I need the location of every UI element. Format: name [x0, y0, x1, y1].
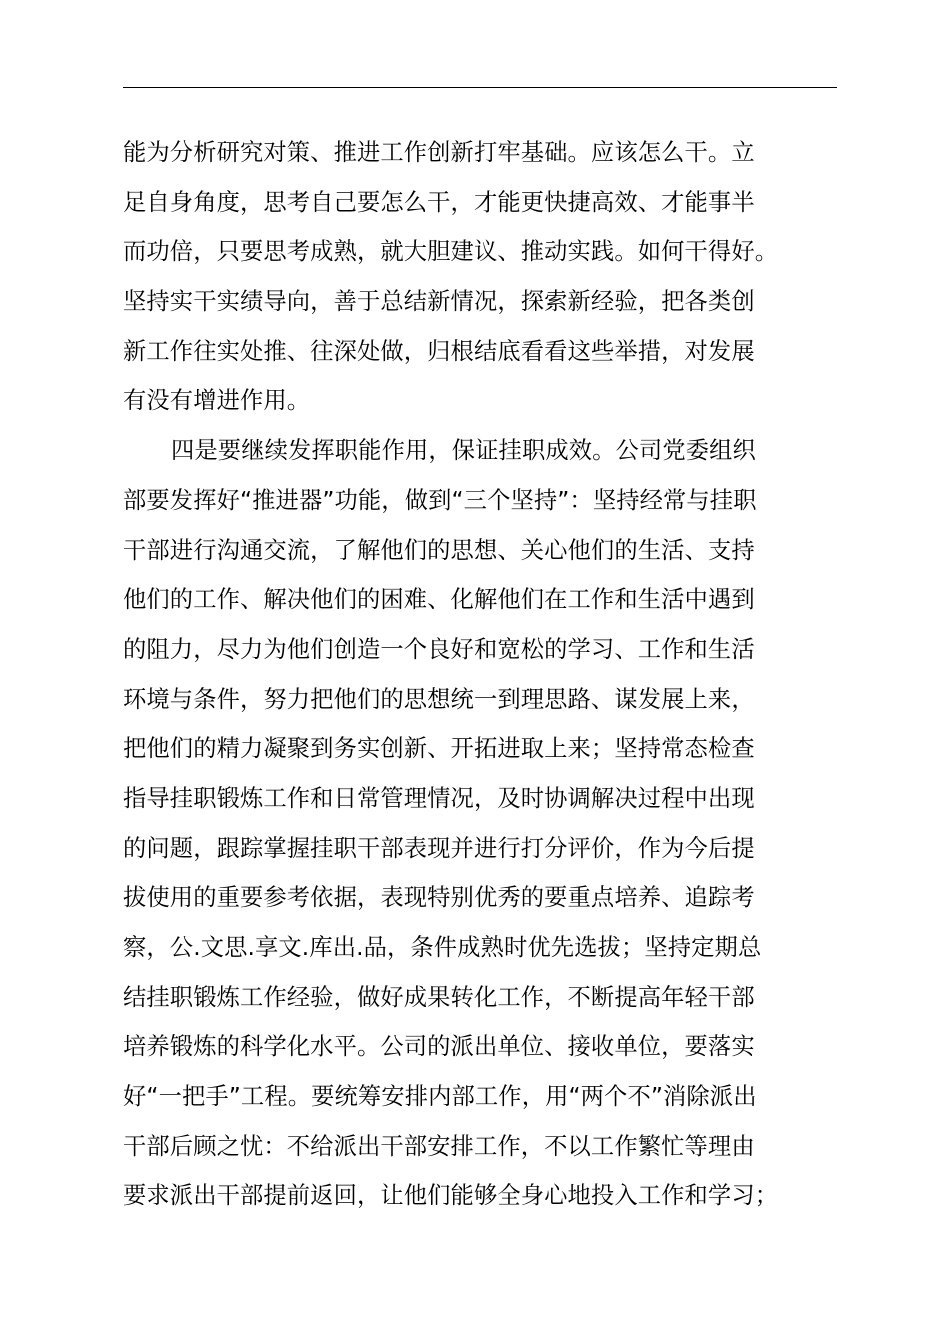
paragraph-1 — [123, 128, 863, 426]
text-line: 能为分析研究对策、推进工作创新打牢基础。应该怎么干。立 — [123, 139, 755, 166]
text-line: 结挂职锻炼工作经验，做好成果转化工作，不断提高年轻干部 — [123, 983, 755, 1011]
text-line: 的问题，跟踪掌握挂职干部表现并进行打分评价，作为今后提 — [123, 834, 755, 862]
text-line: 拔使用的重要参考依据，表现特别优秀的要重点培养、追踪考 — [123, 884, 755, 912]
text-line: 新工作往实处推、往深处做，归根结底看看这些举措，对发展 — [123, 337, 755, 365]
text-line: 指导挂职锻炼工作和日常管理情况，及时协调解决过程中出现 — [123, 784, 755, 812]
paragraph-2 — [123, 426, 863, 1221]
text-line: 干部进行沟通交流，了解他们的思想、关心他们的生活、支持 — [123, 536, 755, 564]
text-line: 四是要继续发挥职能作用，保证挂职成效。公司党委组织 — [171, 437, 756, 465]
text-line: 的阻力，尽力为他们创造一个良好和宽松的学习、工作和生活 — [123, 635, 755, 663]
text-line: 好“一把手”工程。要统筹安排内部工作，用“两个不”消除派出 — [123, 1083, 757, 1111]
text-line: 要求派出干部提前返回，让他们能够全身心地投入工作和学习； — [123, 1182, 779, 1210]
text-line: 而功倍，只要思考成熟，就大胆建议、推动实践。如何干得好。 — [123, 238, 779, 266]
text-line: 他们的工作、解决他们的困难、化解他们在工作和生活中遇到 — [123, 586, 755, 614]
text-line: 坚持实干实绩导向，善于总结新情况，探索新经验，把各类创 — [123, 288, 755, 316]
text-line: 有没有增进作用。 — [123, 387, 311, 415]
text-line: 干部后顾之忧：不给派出干部安排工作，不以工作繁忙等理由 — [123, 1132, 755, 1160]
text-line: 环境与条件，努力把他们的思想统一到理思路、谋发展上来， — [123, 685, 755, 713]
text-line: 察，公.文思.享文.库出.品，条件成熟时优先选拔；坚持定期总 — [123, 934, 762, 961]
text-line: 培养锻炼的科学化水平。公司的派出单位、接收单位，要落实 — [123, 1033, 755, 1061]
text-line: 部要发挥好“推进器”功能，做到“三个坚持”：坚持经常与挂职 — [123, 486, 757, 514]
header-rule — [123, 87, 837, 88]
text-line: 足自身角度，思考自己要怎么干，才能更快捷高效、才能事半 — [123, 188, 755, 216]
text-line: 把他们的精力凝聚到务实创新、开拓进取上来；坚持常态检查 — [123, 735, 755, 763]
document-body — [123, 128, 863, 1221]
